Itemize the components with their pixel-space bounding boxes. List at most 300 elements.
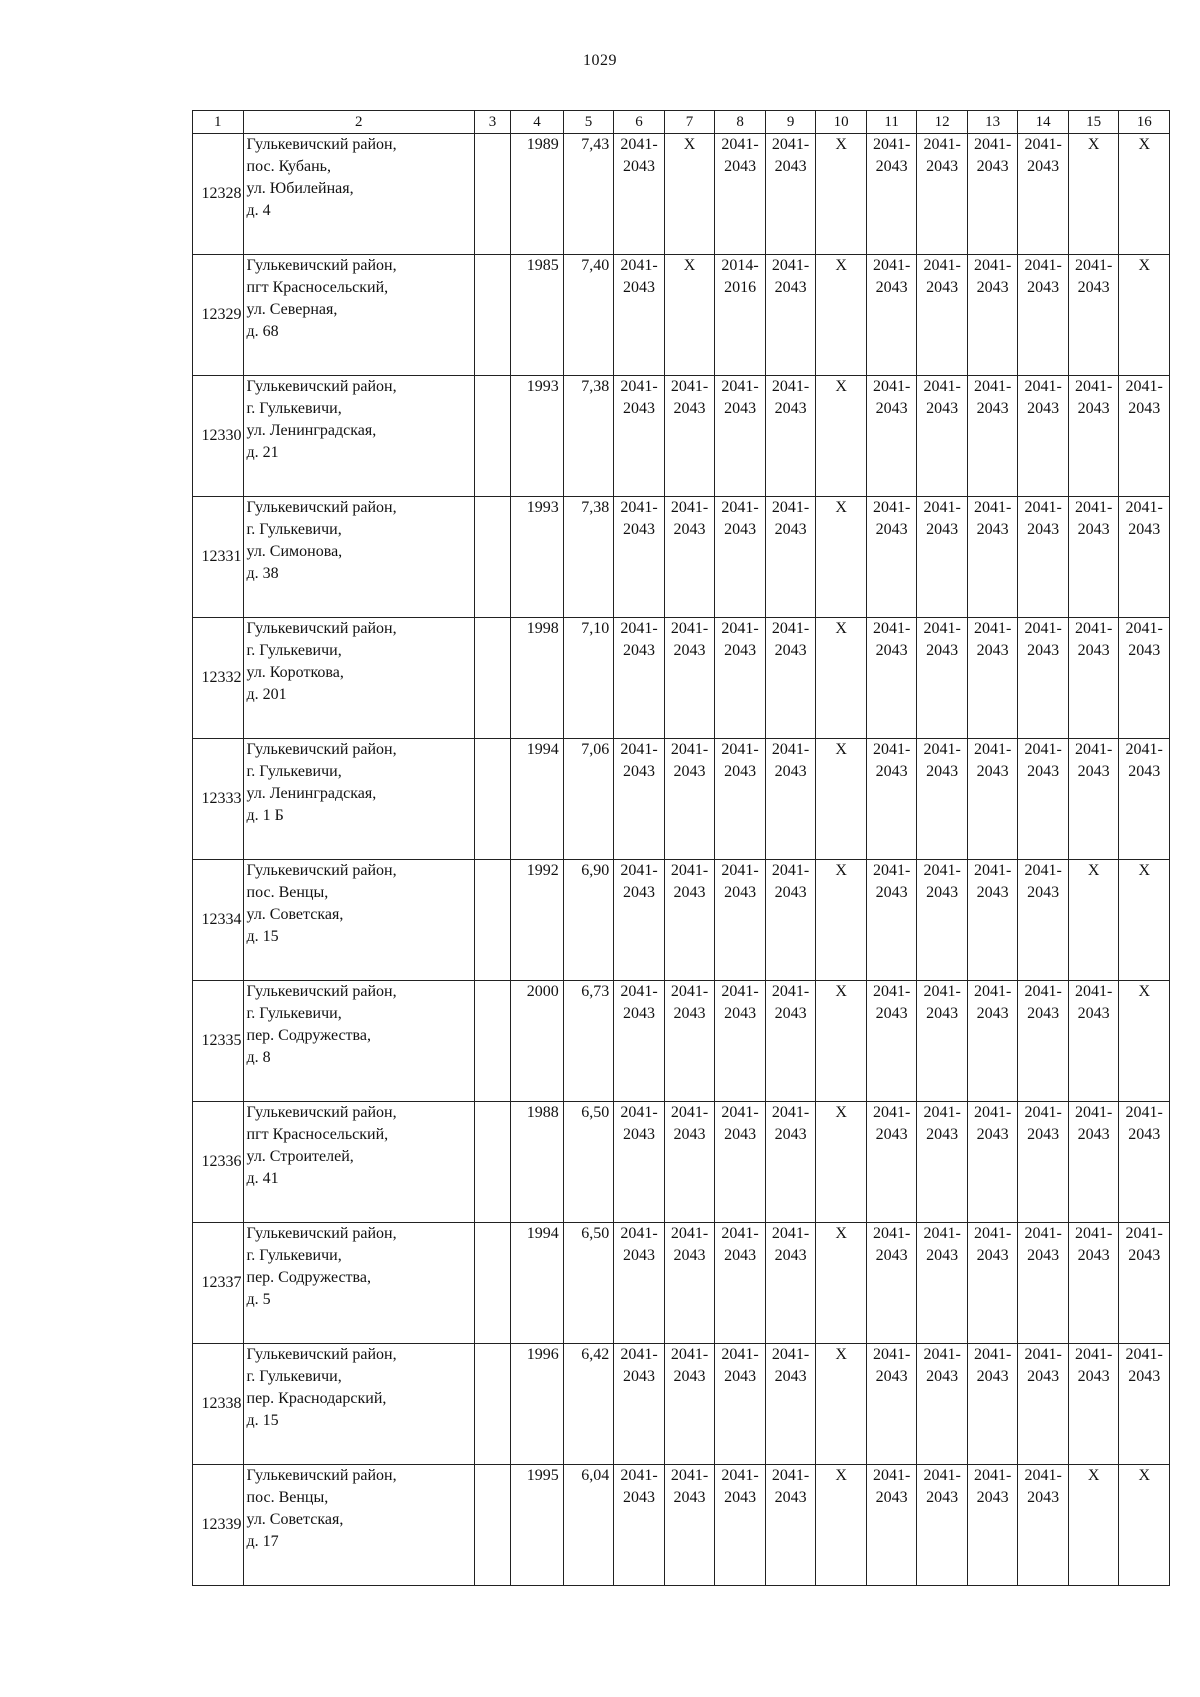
period-text: X <box>835 862 847 879</box>
period-cell-col-7 <box>664 860 715 981</box>
period-text: 2041- <box>721 378 759 395</box>
address-line: пос. Кубань, <box>246 158 331 175</box>
period-cell-col-12 <box>917 1102 968 1223</box>
period-cell-col-11 <box>866 1344 917 1465</box>
period-cell-col-15 <box>1068 1102 1119 1223</box>
period-cell-col-7 <box>664 255 715 376</box>
period-text: 2041- <box>670 741 709 758</box>
period-text: 2043 <box>976 1368 1009 1385</box>
period-cell-col-15 <box>1068 1465 1119 1586</box>
period-text: 2041- <box>1075 1225 1113 1242</box>
period-cell-col-6 <box>614 1102 665 1223</box>
period-cell-col-11 <box>866 860 917 981</box>
period-text: 2043 <box>1027 279 1060 296</box>
period-text: 2041- <box>923 620 961 637</box>
period-cell-col-9 <box>765 1344 816 1465</box>
period-text: 2043 <box>673 1126 706 1143</box>
period-cell-col-13 <box>967 1223 1018 1344</box>
period-text: 2043 <box>1027 1368 1060 1385</box>
period-text: 2043 <box>774 763 807 780</box>
period-cell-col-14 <box>1018 497 1069 618</box>
period-text: 2041- <box>923 1225 961 1242</box>
period-text: 2041- <box>721 862 759 879</box>
period-text: 2041- <box>670 378 709 395</box>
period-text: X <box>683 136 696 153</box>
period-cell-col-6 <box>614 739 665 860</box>
period-cell-col-15 <box>1068 1344 1119 1465</box>
period-text: 2041- <box>973 1346 1012 1363</box>
address-line: Гулькевичский район, <box>246 378 397 395</box>
period-cell-col-9 <box>765 981 816 1102</box>
year-cell: 1988 <box>511 1102 564 1223</box>
column-header-14: 14 <box>1018 111 1069 134</box>
table-row <box>193 981 1170 1102</box>
table-row <box>193 376 1170 497</box>
period-text: X <box>835 136 847 153</box>
period-text: 2041- <box>872 862 911 879</box>
period-text: 2043 <box>673 1005 706 1022</box>
table-row <box>193 1102 1170 1223</box>
period-text: 2043 <box>1027 763 1060 780</box>
wear-cell: 7,38 <box>563 497 614 618</box>
period-text: 2043 <box>875 279 908 296</box>
period-text: 2043 <box>623 158 656 175</box>
period-cell-col-8 <box>715 1223 766 1344</box>
period-text: 2041- <box>973 1225 1012 1242</box>
period-text: 2041- <box>923 499 961 516</box>
period-cell-col-6 <box>614 1465 665 1586</box>
period-text: 2043 <box>623 1005 656 1022</box>
period-cell-col-10 <box>816 1465 867 1586</box>
period-text: 2041- <box>872 1467 911 1484</box>
period-cell-col-14 <box>1018 981 1069 1102</box>
period-cell-col-11 <box>866 255 917 376</box>
column-header-15: 15 <box>1068 111 1119 134</box>
column-3-cell <box>474 1344 510 1465</box>
period-cell-col-15 <box>1068 255 1119 376</box>
period-text: 2041- <box>721 741 759 758</box>
column-header-5: 5 <box>563 111 614 134</box>
period-text: 2043 <box>1027 642 1060 659</box>
address-line: Гулькевичский район, <box>246 257 397 274</box>
period-cell-col-16 <box>1119 1465 1170 1586</box>
period-text: 2043 <box>875 1247 908 1264</box>
period-cell-col-8 <box>715 739 766 860</box>
period-text: 2043 <box>926 1368 959 1385</box>
address-cell <box>243 618 474 739</box>
address-line: пер. Содружества, <box>246 1027 371 1044</box>
address-cell <box>243 376 474 497</box>
period-text: 2043 <box>774 1489 807 1506</box>
period-cell-col-12 <box>917 618 968 739</box>
period-text: 2043 <box>623 400 656 417</box>
period-text: 2043 <box>673 763 706 780</box>
address-cell <box>243 1223 474 1344</box>
period-text: 2043 <box>976 400 1009 417</box>
period-cell-col-9 <box>765 1465 816 1586</box>
period-cell-col-14 <box>1018 1223 1069 1344</box>
period-text: 2043 <box>875 763 908 780</box>
address-line: пгт Красносельский, <box>246 279 389 296</box>
period-text: 2043 <box>673 400 706 417</box>
address-line: г. Гулькевичи, <box>246 1005 342 1022</box>
period-text: X <box>835 1225 847 1242</box>
period-cell-col-14 <box>1018 1465 1069 1586</box>
period-text: 2041- <box>872 136 911 153</box>
row-number: 12331 <box>193 497 244 618</box>
period-text: 2041- <box>721 983 759 1000</box>
period-cell-col-15 <box>1068 860 1119 981</box>
period-text: 2043 <box>1027 521 1060 538</box>
period-text: 2043 <box>976 1126 1009 1143</box>
address-line: Гулькевичский район, <box>246 620 397 637</box>
period-text: 2043 <box>1027 1247 1060 1264</box>
period-text: 2041- <box>1125 378 1163 395</box>
period-text: 2041- <box>1075 499 1113 516</box>
period-text: 2043 <box>926 400 959 417</box>
period-text: 2041- <box>620 983 658 1000</box>
address-cell <box>243 1344 474 1465</box>
period-text: 2043 <box>1128 1368 1161 1385</box>
period-text: 2041- <box>620 257 658 274</box>
period-cell-col-9 <box>765 1223 816 1344</box>
period-text: 2041- <box>872 983 911 1000</box>
wear-cell: 6,90 <box>563 860 614 981</box>
period-text: 2041- <box>620 1225 658 1242</box>
period-cell-col-14 <box>1018 1344 1069 1465</box>
period-text: 2041- <box>620 1346 658 1363</box>
period-cell-col-6 <box>614 497 665 618</box>
row-number: 12329 <box>193 255 244 376</box>
period-cell-col-11 <box>866 739 917 860</box>
period-cell-col-10 <box>816 1102 867 1223</box>
period-cell-col-11 <box>866 1102 917 1223</box>
period-text: X <box>835 499 847 516</box>
period-text: 2043 <box>926 763 959 780</box>
address-line: Гулькевичский район, <box>246 862 397 879</box>
period-cell-col-13 <box>967 376 1018 497</box>
period-cell-col-11 <box>866 1223 917 1344</box>
period-text: 2043 <box>875 521 908 538</box>
period-cell-col-16 <box>1119 981 1170 1102</box>
column-3-cell <box>474 618 510 739</box>
period-text: 2043 <box>774 158 807 175</box>
year-cell: 1995 <box>511 1465 564 1586</box>
period-cell-col-13 <box>967 1344 1018 1465</box>
period-cell-col-12 <box>917 1223 968 1344</box>
period-text: 2041- <box>973 257 1012 274</box>
period-text: 2043 <box>673 884 706 901</box>
period-text: 2041- <box>973 983 1012 1000</box>
period-text: 2043 <box>1077 521 1110 538</box>
table-row <box>193 134 1170 255</box>
period-text: 2041- <box>771 1346 810 1363</box>
period-cell-col-7 <box>664 134 715 255</box>
period-text: 2043 <box>1027 1489 1060 1506</box>
period-text: 2043 <box>976 884 1009 901</box>
period-text: 2043 <box>926 1126 959 1143</box>
period-text: X <box>1138 257 1150 274</box>
period-text: X <box>1138 136 1150 153</box>
column-3-cell <box>474 1102 510 1223</box>
wear-cell: 7,10 <box>563 618 614 739</box>
period-cell-col-14 <box>1018 134 1069 255</box>
period-cell-col-12 <box>917 255 968 376</box>
period-cell-col-15 <box>1068 981 1119 1102</box>
column-header-3: 3 <box>474 111 510 134</box>
period-text: 2041- <box>620 1104 658 1121</box>
period-cell-col-6 <box>614 134 665 255</box>
period-cell-col-12 <box>917 981 968 1102</box>
period-text: 2043 <box>673 1247 706 1264</box>
column-3-cell <box>474 981 510 1102</box>
period-text: 2041- <box>771 499 810 516</box>
period-text: 2043 <box>875 1368 908 1385</box>
column-header-4: 4 <box>511 111 564 134</box>
period-text: 2041- <box>1125 499 1163 516</box>
page-number: 1029 <box>583 52 617 69</box>
period-text: 2043 <box>926 279 959 296</box>
address-line: д. 4 <box>246 202 271 219</box>
column-header-8: 8 <box>715 111 766 134</box>
address-line: г. Гулькевичи, <box>246 1368 342 1385</box>
row-number: 12339 <box>193 1465 244 1586</box>
period-text: 2041- <box>872 257 911 274</box>
period-text: 2043 <box>724 1005 757 1022</box>
column-3-cell <box>474 255 510 376</box>
period-cell-col-12 <box>917 376 968 497</box>
period-text: 2043 <box>623 763 656 780</box>
period-cell-col-15 <box>1068 1223 1119 1344</box>
period-cell-col-14 <box>1018 618 1069 739</box>
row-number: 12338 <box>193 1344 244 1465</box>
period-cell-col-16 <box>1119 1344 1170 1465</box>
period-cell-col-10 <box>816 497 867 618</box>
period-text: 2043 <box>724 521 757 538</box>
period-text: X <box>1087 1467 1100 1484</box>
period-cell-col-10 <box>816 1223 867 1344</box>
period-text: 2016 <box>724 279 757 296</box>
period-text: 2041- <box>1024 499 1062 516</box>
period-text: 2041- <box>1024 378 1062 395</box>
row-number: 12336 <box>193 1102 244 1223</box>
period-text: 2041- <box>1125 1104 1163 1121</box>
period-text: X <box>683 257 696 274</box>
address-line: пос. Венцы, <box>246 884 329 901</box>
period-text: 2041- <box>973 378 1012 395</box>
wear-cell: 7,06 <box>563 739 614 860</box>
period-text: 2041- <box>1024 1467 1062 1484</box>
address-line: д. 201 <box>246 686 287 703</box>
period-text: 2041- <box>670 983 709 1000</box>
period-cell-col-6 <box>614 1223 665 1344</box>
period-text: 2041- <box>1075 1104 1113 1121</box>
period-cell-col-10 <box>816 739 867 860</box>
period-text: 2041- <box>923 1346 961 1363</box>
period-text: 2041- <box>620 499 658 516</box>
period-cell-col-11 <box>866 376 917 497</box>
column-header-1: 1 <box>193 111 244 134</box>
period-text: 2041- <box>670 620 709 637</box>
period-text: 2043 <box>774 279 807 296</box>
period-cell-col-13 <box>967 497 1018 618</box>
period-text: 2041- <box>721 136 759 153</box>
wear-cell: 6,04 <box>563 1465 614 1586</box>
address-line: Гулькевичский район, <box>246 1104 397 1121</box>
period-text: 2043 <box>1027 884 1060 901</box>
period-cell-col-7 <box>664 739 715 860</box>
period-cell-col-8 <box>715 134 766 255</box>
period-cell-col-6 <box>614 981 665 1102</box>
period-cell-col-11 <box>866 618 917 739</box>
period-text: 2043 <box>1077 642 1110 659</box>
period-text: X <box>835 983 847 1000</box>
period-cell-col-8 <box>715 981 766 1102</box>
period-text: 2041- <box>771 1104 810 1121</box>
period-cell-col-10 <box>816 376 867 497</box>
column-3-cell <box>474 376 510 497</box>
table-row <box>193 497 1170 618</box>
period-cell-col-15 <box>1068 497 1119 618</box>
address-line: д. 21 <box>246 444 279 461</box>
table-row <box>193 1223 1170 1344</box>
period-text: 2041- <box>923 741 961 758</box>
period-text: 2041- <box>923 862 961 879</box>
period-text: 2041- <box>620 136 658 153</box>
period-text: 2041- <box>721 499 759 516</box>
period-text: 2041- <box>1024 741 1062 758</box>
address-line: пос. Венцы, <box>246 1489 329 1506</box>
period-text: X <box>835 620 847 637</box>
table-header <box>193 111 1170 134</box>
table-row <box>193 739 1170 860</box>
period-text: 2043 <box>774 521 807 538</box>
period-cell-col-7 <box>664 1223 715 1344</box>
column-header-12: 12 <box>917 111 968 134</box>
period-text: 2041- <box>771 741 810 758</box>
period-text: 2043 <box>1077 400 1110 417</box>
address-line: г. Гулькевичи, <box>246 763 342 780</box>
address-line: д. 15 <box>246 928 279 945</box>
period-text: 2041- <box>1024 862 1062 879</box>
period-text: 2043 <box>774 1126 807 1143</box>
period-text: 2043 <box>976 763 1009 780</box>
period-text: 2043 <box>875 1126 908 1143</box>
period-cell-col-12 <box>917 1344 968 1465</box>
period-text: 2043 <box>623 1126 656 1143</box>
period-text: 2043 <box>774 1368 807 1385</box>
period-text: 2041- <box>1125 741 1163 758</box>
period-cell-col-6 <box>614 860 665 981</box>
period-text: 2043 <box>724 1368 757 1385</box>
period-text: 2041- <box>923 257 961 274</box>
period-text: X <box>1087 862 1100 879</box>
period-text: 2041- <box>872 1104 911 1121</box>
period-text: 2043 <box>724 158 757 175</box>
period-text: 2043 <box>724 1489 757 1506</box>
period-text: 2041- <box>872 499 911 516</box>
row-number: 12335 <box>193 981 244 1102</box>
period-text: 2041- <box>721 1104 759 1121</box>
housing-register-table <box>192 110 1170 1586</box>
address-line: д. 1 Б <box>246 807 284 824</box>
period-text: 2043 <box>1077 1005 1110 1022</box>
period-text: X <box>835 741 847 758</box>
period-cell-col-8 <box>715 255 766 376</box>
period-text: 2041- <box>1075 1346 1113 1363</box>
column-3-cell <box>474 497 510 618</box>
address-cell <box>243 739 474 860</box>
period-text: 2043 <box>724 763 757 780</box>
period-cell-col-9 <box>765 618 816 739</box>
period-text: 2043 <box>1027 1005 1060 1022</box>
period-text: 2041- <box>670 862 709 879</box>
period-text: 2043 <box>976 1489 1009 1506</box>
table-body <box>193 134 1170 1586</box>
period-text: X <box>1138 862 1150 879</box>
period-text: 2043 <box>1077 1126 1110 1143</box>
period-cell-col-16 <box>1119 618 1170 739</box>
row-number: 12333 <box>193 739 244 860</box>
period-text: 2041- <box>923 136 961 153</box>
period-cell-col-13 <box>967 134 1018 255</box>
address-line: ул. Северная, <box>246 301 338 318</box>
period-cell-col-10 <box>816 618 867 739</box>
wear-cell: 6,42 <box>563 1344 614 1465</box>
address-cell <box>243 1102 474 1223</box>
period-text: 2043 <box>875 1005 908 1022</box>
period-text: 2041- <box>620 741 658 758</box>
period-text: 2041- <box>1075 983 1113 1000</box>
address-line: д. 68 <box>246 323 279 340</box>
period-text: 2043 <box>623 642 656 659</box>
period-text: 2043 <box>1077 763 1110 780</box>
period-text: 2041- <box>771 257 810 274</box>
period-cell-col-13 <box>967 1102 1018 1223</box>
period-text: X <box>835 1467 847 1484</box>
address-line: Гулькевичский район, <box>246 983 397 1000</box>
period-text: X <box>835 1346 847 1363</box>
period-text: 2043 <box>1128 642 1161 659</box>
column-header-9: 9 <box>765 111 816 134</box>
period-text: 2043 <box>926 158 959 175</box>
period-text: 2041- <box>1024 1104 1062 1121</box>
period-cell-col-8 <box>715 1344 766 1465</box>
period-cell-col-6 <box>614 255 665 376</box>
period-text: 2043 <box>875 400 908 417</box>
row-number: 12332 <box>193 618 244 739</box>
period-cell-col-8 <box>715 860 766 981</box>
address-line: д. 8 <box>246 1049 271 1066</box>
period-text: 2043 <box>926 884 959 901</box>
column-3-cell <box>474 739 510 860</box>
year-cell: 1993 <box>511 497 564 618</box>
period-text: 2041- <box>771 862 810 879</box>
period-text: 2043 <box>673 1489 706 1506</box>
address-line: д. 38 <box>246 565 279 582</box>
table-row <box>193 860 1170 981</box>
period-text: 2043 <box>724 400 757 417</box>
period-cell-col-7 <box>664 981 715 1102</box>
period-text: 2041- <box>1125 620 1163 637</box>
period-text: 2043 <box>1027 1126 1060 1143</box>
row-number: 12328 <box>193 134 244 255</box>
address-line: ул. Советская, <box>246 1511 344 1528</box>
period-text: 2043 <box>1077 1368 1110 1385</box>
period-cell-col-6 <box>614 618 665 739</box>
table-row <box>193 1465 1170 1586</box>
period-cell-col-9 <box>765 1102 816 1223</box>
